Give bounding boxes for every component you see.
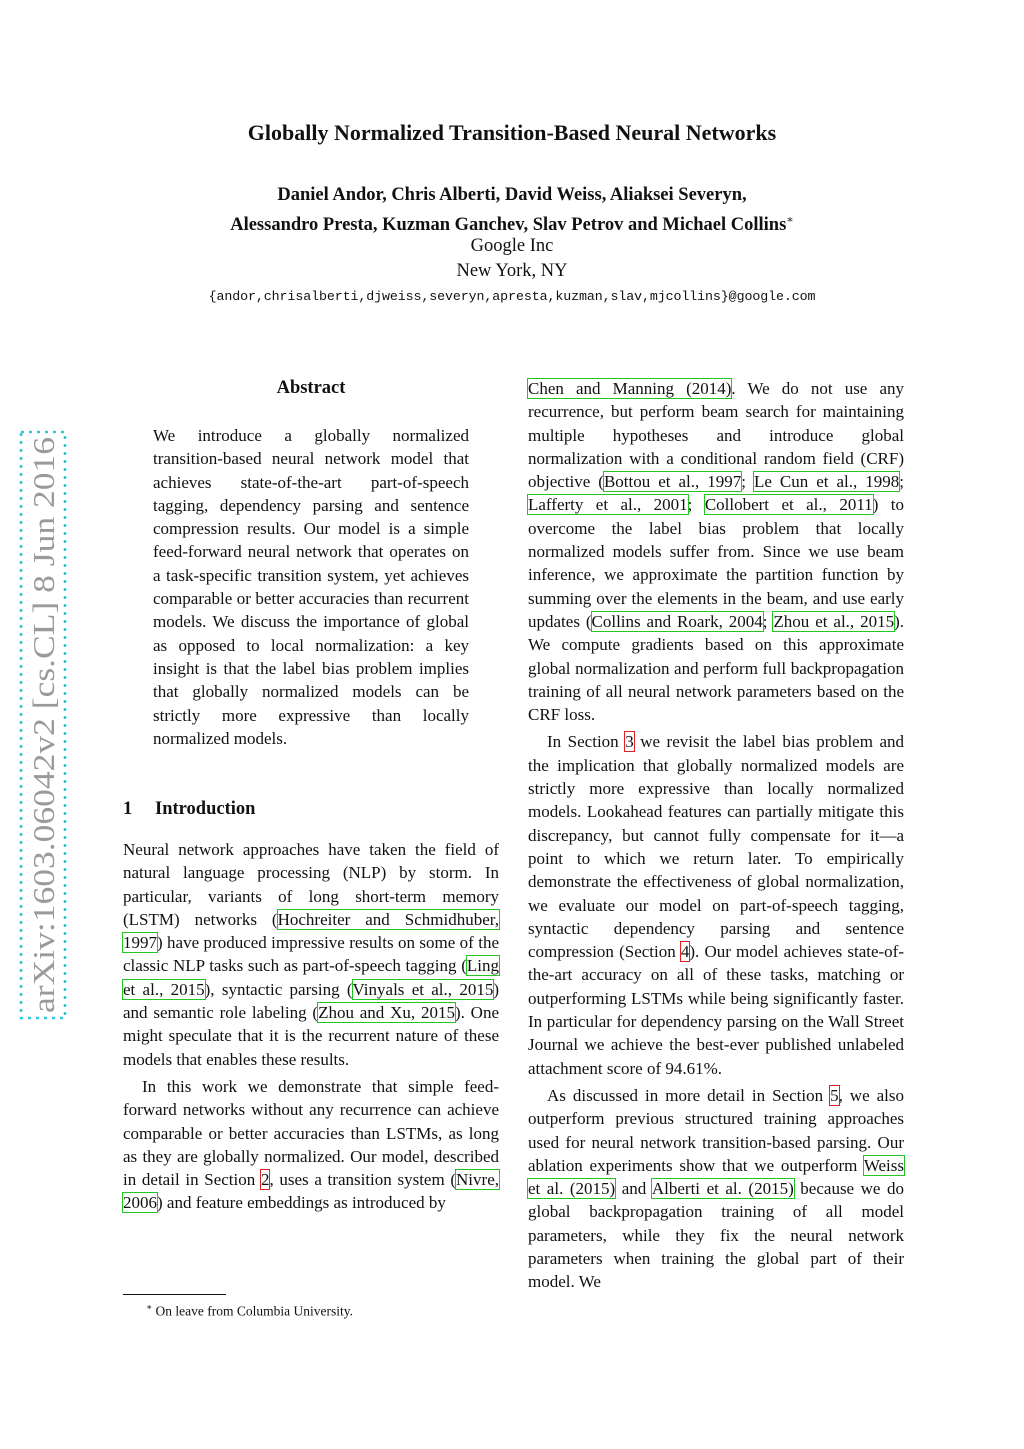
right-column-body: [528, 377, 904, 1298]
citation-link[interactable]: Collobert et al., 2011: [704, 495, 873, 515]
text-run: ). We compute gradients based on this approximate global normalization and perform full backpropagation training of all neural network parameters based on the CRF loss.: [528, 611, 905, 725]
text-run: In this work we demonstrate that simple feed-forward networks without any recurrence can achieve comparable or better accuracies than LSTMs, as long as they are globally normalized. Our model, described in detail in Section: [123, 1076, 499, 1190]
affiliation-block: [0, 234, 1024, 284]
citation-link[interactable]: Vinyals et al., 2015: [352, 979, 494, 999]
citation-link[interactable]: Le Cun et al., 1998: [753, 472, 900, 492]
citation-link[interactable]: Bottou et al., 1997: [603, 472, 742, 492]
text-run: , we also outperform previous structured training approaches used for neural network transition-based parsing. Our ablation experiments show that we outperform: [528, 1085, 904, 1175]
text-run: ), syntactic parsing (: [204, 979, 353, 999]
authors-line-2-text: Alessandro Presta, Kuzman Ganchev, Slav Petrov and Michael Collins: [230, 215, 787, 236]
citation-link[interactable]: Weiss et al. (2015): [528, 1155, 904, 1199]
footnote: [146, 1298, 506, 1321]
text-run: As discussed in more detail in Section: [547, 1085, 831, 1105]
citation-link[interactable]: Ling et al., 2015: [123, 956, 499, 999]
affiliation: Google Inc: [470, 236, 554, 256]
left-column-body: [123, 838, 499, 1219]
paper-title: Globally Normalized Transition-Based Neural Networks: [247, 120, 777, 145]
section-title: Introduction: [155, 799, 256, 819]
author-emails: {andor,chrisalberti,djweiss,severyn,apresta,kuzman,slav,mjcollins}@google.com: [208, 289, 816, 304]
text-run: , uses a transition system (: [269, 1170, 457, 1190]
arxiv-id-text: arXiv:1603.06042v2 [cs.CL] 8 Jun 2016: [26, 510, 61, 1013]
location: New York, NY: [456, 261, 568, 281]
citation-link[interactable]: Zhou and Xu, 2015: [318, 1003, 455, 1023]
text-run: In Section: [547, 732, 626, 752]
text-run: ) and semantic role labeling (: [123, 979, 499, 1023]
text-run: ;: [899, 472, 904, 492]
text-run: ). Our model achieves state-of-the-art accuracy on all of these tasks, matching or outperforming LSTMs while being significantly faster. In particular for dependency parsing on the Wall Street Journal we achieve the best-ever published unlabeled attachment score of 94.61%.: [528, 942, 904, 1078]
section-number: 1: [123, 799, 133, 819]
footnote-rule: [123, 1294, 226, 1295]
text-run: . We do not use any recurrence, but perform beam search for maintaining multiple hypotheses and introduce global normalization with a conditional random field (CRF) objective (: [528, 379, 904, 492]
arxiv-stamp: [18, 430, 68, 1020]
text-run: ). One might speculate that it is the recurrent nature of these models that enables these results.: [123, 1003, 499, 1069]
text-run: ) to overcome the label bias problem that locally normalized models suffer from. Since we use beam inference, we approximate the partition function by summing over the elements in the beam, and use early updates (: [528, 495, 904, 631]
citation-link[interactable]: Nivre, 2006: [123, 1170, 499, 1213]
section-ref-link[interactable]: 3: [625, 732, 634, 752]
footnote-mark: ∗: [146, 1302, 153, 1312]
text-run: ) have produced impressive results on some of the classic NLP tasks such as part-of-speech tagging (: [123, 933, 499, 976]
author-footnote-mark: ∗: [786, 214, 794, 226]
section-heading-introduction: [123, 797, 499, 821]
citation-link[interactable]: Lafferty et al., 2001: [528, 495, 688, 515]
abstract-body: We introduce a globally normalized transition-based neural network model that achieves state-of-the-art part-of-speech tagging, dependency parsing and sentence compression results. Our model is a simple feed-forward neural network that operates on a task-specific transition system, yet achieves comparable or better accuracies than recurrent models. We discuss the importance of global as opposed to local normalization: a key insight is that the label bias problem implies that globally normalized models can be strictly more expressive than locally normalized models.: [153, 426, 469, 748]
citation-link[interactable]: Zhou et al., 2015: [773, 611, 895, 631]
citation-link[interactable]: Alberti et al. (2015): [651, 1179, 794, 1199]
text-run: ;: [687, 495, 705, 515]
text-run: ) and feature embeddings as introduced by: [157, 1193, 446, 1213]
author-list: [0, 183, 1024, 238]
right-paragraph-3: [528, 1084, 904, 1294]
text-run: ;: [762, 611, 774, 631]
section-ref-link[interactable]: 2: [260, 1170, 270, 1190]
abstract-heading: Abstract: [276, 378, 346, 398]
intro-paragraph-2: [123, 1075, 499, 1215]
authors-line-1: Daniel Andor, Chris Alberti, David Weiss, Aliaksei Severyn,: [277, 185, 747, 205]
right-paragraph-2: [528, 730, 904, 1079]
intro-paragraph-1: [123, 838, 499, 1071]
text-run: because we do global backpropagation training of all model parameters, while they fix the neural network parameters when training the global part of their model. We: [528, 1179, 905, 1292]
right-paragraph-1: [528, 377, 904, 726]
citation-link[interactable]: Hochreiter and Schmidhuber, 1997: [123, 909, 499, 953]
section-ref-link[interactable]: 5: [830, 1085, 839, 1105]
citation-link[interactable]: Chen and Manning (2014): [528, 379, 732, 398]
section-ref-link[interactable]: 4: [680, 942, 690, 962]
text-run: ;: [741, 472, 754, 492]
text-run: we revisit the label bias problem and the implication that globally normalized models are strictly more expressive than locally normalized models. Lookahead features can partially mitigate this discrepancy, but cannot fully compensate for it—a point to which we return later. To empirically demonstrate the effectiveness of global normalization, we evaluate our model on part-of-speech tagging, syntactic dependency parsing and sentence compression (Section: [528, 732, 904, 962]
citation-link[interactable]: Collins and Roark, 2004: [591, 611, 763, 631]
arxiv-stamp-graphic: [18, 430, 68, 1020]
footnote-text: On leave from Columbia University.: [155, 1303, 353, 1319]
text-run: and: [615, 1179, 652, 1199]
text-run: Neural network approaches have taken the field of natural language processing (NLP) by storm. In particular, variants of long short-term memory (LSTM) networks (: [123, 840, 499, 929]
